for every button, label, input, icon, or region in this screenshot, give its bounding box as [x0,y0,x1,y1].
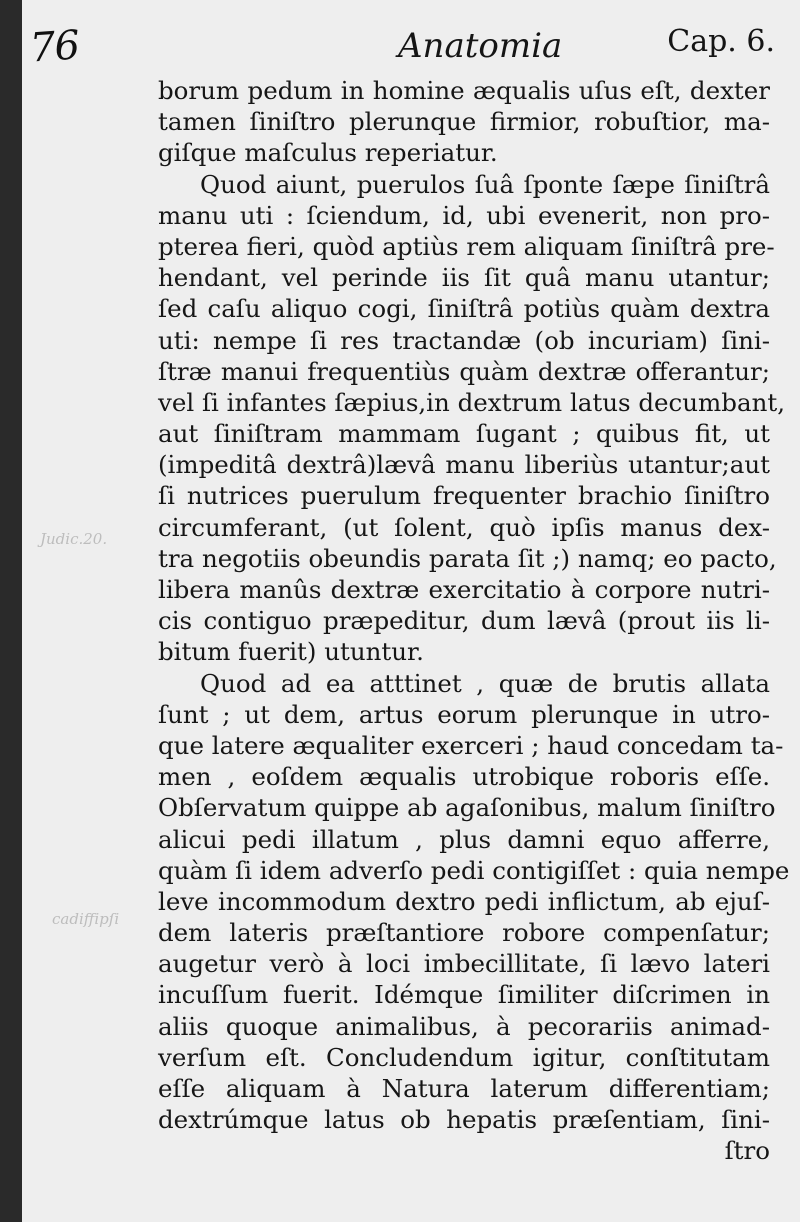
text-line: ſi nutrices puerulum frequenter brachio ſiniſtro [158,481,770,511]
text-line: circumferant, (ut ſolent, quò ipſis manus dex- [158,512,770,542]
running-title: Anatomia [398,26,563,66]
text-line: libera manûs dextræ exercitatio à corpore nutri- [158,575,770,604]
text-line: dextrúmque latus ob hepatis præſentiam, ſini- [158,1105,770,1135]
text-line: borum pedum in homine æqualis uſus eſt, dexter [158,76,770,105]
text-line: que latere æqualiter exerceri ; haud concedam ta- [158,730,784,760]
text-line: tamen ſiniſtro plerunque firmior, robuſtior, ma- [158,107,770,137]
text-line: Quod aiunt, puerulos ſuâ ſponte ſæpe ſiniſtrâ [200,169,770,199]
text-line: incuſſum fuerit. Idémque ſimiliter diſcrimen in [158,980,770,1010]
text-line: ſed caſu aliquo cogi, ſiniſtrâ potiùs quàm dextra [158,294,770,324]
body-text [158,75,790,1167]
text-line: aliis quoque animalibus, à pecorariis animad- [158,1011,770,1041]
text-line: (impeditâ dextrâ)lævâ manu liberiùs utantur;aut [158,450,770,480]
text-line: pterea fieri, quòd aptiùs rem aliquam ſiniſtrâ pre- [158,231,775,261]
text-line: ſtræ manui frequentiùs quàm dextræ offerantur; [158,356,770,386]
chapter-label: Cap. 6. [667,24,775,59]
catchword: ſtro [724,1136,770,1166]
text-line: aut ſiniſtram mammam ſugant ; quibus fit, ut [158,419,770,449]
page-gutter-shadow [0,0,22,1222]
text-line: manu uti : ſciendum, id, ubi evenerit, non pro- [158,200,770,230]
text-line: dem lateris præſtantiore robore compenſatur; [158,918,770,948]
text-line: vel ſi infantes ſæpius,in dextrum latus decumbant, [158,387,785,417]
text-line: Quod ad ea atttinet , quæ de brutis allata [200,668,770,698]
text-line: bitum fuerit) utuntur. [158,637,424,667]
text-line: cis contiguo præpeditur, dum lævâ (prout iis li- [158,606,770,636]
text-line: giſque maſculus reperiatur. [158,138,498,168]
text-line: uti: nempe ſi res tractandæ (ob incuriam) ſini- [158,325,770,355]
text-line: alicui pedi illatum , plus damni equo afferre, [158,824,770,854]
page-header [30,18,775,74]
text-line: leve incommodum dextro pedi inflictum, ab ejuſ- [158,886,770,916]
text-line: quàm ſi idem adverſo pedi contigiſſet : quia nempe [158,855,790,885]
text-line: Obſervatum quippe ab agaſonibus, malum ſiniſtro [158,793,776,823]
text-line: ſunt ; ut dem, artus eorum plerunque in utro- [158,699,770,729]
text-line: eſſe aliquam à Natura laterum differentiam; [158,1074,770,1103]
text-line: men , eoſdem æqualis utrobique roboris eſſe. [158,762,770,792]
marginal-note: Judic.20. [40,530,108,548]
marginal-note: cadiffipſi [52,910,120,928]
text-line: tra negotiis obeundis parata ſit ;) namq; eo pacto, [158,543,777,573]
text-line: augetur verò à loci imbecillitate, ſi lævo lateri [158,949,770,979]
page-number: 76 [28,22,81,72]
text-line: verſum eſt. Concludendum igitur, conſtitutam [158,1042,770,1072]
text-line: hendant, vel perinde iis ſit quâ manu utantur; [158,263,770,293]
